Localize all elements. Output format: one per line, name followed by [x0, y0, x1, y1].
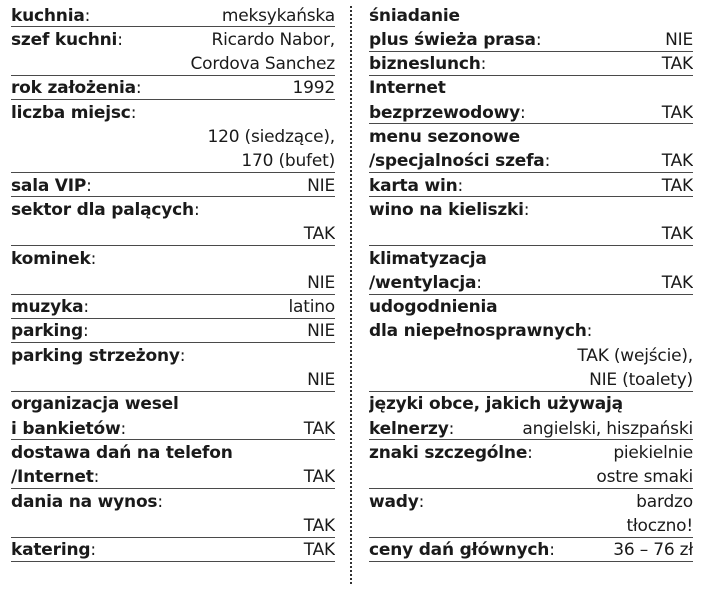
entry-line: [11, 52, 335, 76]
entry-line: [11, 4, 335, 28]
left-entry: [11, 344, 335, 392]
field-value: angielski, hiszpański: [522, 418, 693, 439]
left-entry: [11, 441, 335, 489]
entry-line: [369, 52, 693, 76]
field-value: ostre smaki: [596, 467, 693, 488]
entry-line: [11, 368, 335, 392]
field-value: TAK (wejście),: [577, 345, 693, 366]
left-entry: [11, 295, 335, 319]
right-entry: [369, 125, 693, 173]
field-label: szef kuchni:: [11, 29, 123, 50]
entry-line: [11, 125, 335, 149]
field-label: parking strzeżony:: [11, 345, 186, 366]
field-label: udogodnienia: [369, 297, 498, 318]
left-entry: [11, 28, 335, 76]
field-value: NIE: [307, 175, 335, 196]
entry-line: [11, 514, 335, 538]
field-value: TAK: [661, 151, 693, 172]
label-colon: :: [86, 175, 92, 196]
field-label: bizneslunch:: [369, 54, 487, 75]
label-colon: :: [157, 491, 163, 512]
label-colon: :: [527, 442, 533, 463]
label-colon: :: [549, 540, 555, 561]
field-value: NIE: [307, 369, 335, 390]
field-value: latino: [288, 297, 335, 318]
field-label: /wentylacja:: [369, 272, 482, 293]
label-colon: :: [544, 151, 551, 172]
field-label: znaki szczególne:: [369, 442, 533, 463]
entry-line: [11, 28, 335, 52]
entry-line: [369, 295, 693, 319]
field-label: dostawa dań na telefon: [11, 442, 233, 463]
field-value: TAK: [303, 515, 335, 536]
field-label: kominek:: [11, 248, 97, 269]
field-value: TAK: [303, 540, 335, 561]
entry-line: [369, 465, 693, 489]
left-entry: [11, 101, 335, 173]
right-entry: [369, 392, 693, 440]
right-entry: [369, 198, 693, 246]
entry-line: [369, 271, 693, 295]
entry-line: [369, 344, 693, 368]
label-colon: :: [90, 248, 97, 269]
left-entry: [11, 392, 335, 440]
right-entry: [369, 490, 693, 538]
field-label: dania na wynos:: [11, 491, 163, 512]
field-label: Internet: [369, 78, 446, 99]
field-label: liczba miejsc:: [11, 102, 137, 123]
right-entry: [369, 441, 693, 489]
left-entry: [11, 198, 335, 246]
entry-line: [11, 490, 335, 514]
field-value: 120 (siedzące),: [207, 126, 335, 147]
right-entry: [369, 4, 693, 52]
entry-line: [11, 417, 335, 441]
field-value: TAK: [303, 467, 335, 488]
field-label: sala VIP:: [11, 175, 92, 196]
label-colon: :: [193, 199, 200, 220]
field-label: /specjalności szefa:: [369, 151, 551, 172]
left-entry: [11, 319, 335, 343]
column-divider: [350, 6, 352, 584]
left-entry: [11, 4, 335, 28]
right-entry: [369, 538, 693, 562]
field-value: bardzo: [636, 491, 693, 512]
label-colon: :: [130, 102, 137, 123]
entry-line: [369, 441, 693, 465]
field-label: organizacja wesel: [11, 394, 179, 415]
left-entry: [11, 490, 335, 538]
right-entry: [369, 52, 693, 76]
field-label: sektor dla palących:: [11, 199, 200, 220]
label-colon: :: [448, 418, 455, 439]
field-label: i bankietów:: [11, 418, 126, 439]
entry-line: [369, 392, 693, 416]
entry-line: [11, 295, 335, 319]
label-colon: :: [93, 467, 100, 488]
entry-line: [369, 198, 693, 222]
label-colon: :: [586, 321, 593, 342]
label-colon: :: [476, 272, 482, 293]
entry-line: [11, 344, 335, 368]
field-label: plus świeża prasa:: [369, 29, 542, 50]
field-value: TAK: [661, 224, 693, 245]
field-label: wino na kieliszki:: [369, 199, 530, 220]
label-colon: :: [418, 491, 425, 512]
entry-line: [369, 368, 693, 392]
right-entry: [369, 174, 693, 198]
entry-line: [11, 441, 335, 465]
label-colon: :: [179, 345, 186, 366]
label-colon: :: [83, 321, 89, 342]
field-value: meksykańska: [221, 5, 335, 26]
label-colon: :: [90, 540, 96, 561]
field-value: 1992: [292, 78, 335, 99]
field-value: TAK: [661, 175, 693, 196]
entry-line: [11, 247, 335, 271]
field-value: piekielnie: [613, 442, 693, 463]
entry-line: [11, 538, 335, 562]
field-value: NIE (toalety): [589, 369, 693, 390]
field-label: klimatyzacja: [369, 248, 487, 269]
left-entry: [11, 247, 335, 295]
entry-line: [11, 392, 335, 416]
field-value: TAK: [661, 54, 693, 75]
entry-line: [11, 76, 335, 100]
field-value: 36 – 76 zł: [613, 540, 693, 561]
label-colon: :: [135, 78, 142, 99]
field-label: języki obce, jakich używają: [369, 394, 623, 415]
label-colon: :: [457, 175, 464, 196]
entry-line: [11, 101, 335, 125]
entry-line: [369, 222, 693, 246]
label-colon: :: [480, 54, 487, 75]
field-label: bezprzewodowy:: [369, 102, 526, 123]
field-label: /Internet:: [11, 467, 100, 488]
field-value: Cordova Sanchez: [190, 54, 335, 75]
label-colon: :: [84, 5, 91, 26]
field-value: TAK: [303, 418, 335, 439]
entry-line: [11, 222, 335, 246]
entry-line: [11, 319, 335, 343]
entry-line: [11, 174, 335, 198]
entry-line: [369, 514, 693, 538]
field-value: TAK: [661, 102, 693, 123]
field-value: TAK: [661, 272, 693, 293]
field-label: karta win:: [369, 175, 464, 196]
field-value: NIE: [307, 321, 335, 342]
entry-line: [369, 490, 693, 514]
label-colon: :: [120, 418, 126, 439]
label-colon: :: [83, 297, 89, 318]
field-label: muzyka:: [11, 297, 89, 318]
field-label: kelnerzy:: [369, 418, 455, 439]
field-label: dla niepełnosprawnych:: [369, 321, 593, 342]
field-label: menu sezonowe: [369, 127, 521, 147]
field-label: katering:: [11, 540, 96, 561]
field-value: 170 (bufet): [241, 151, 335, 172]
left-entry: [11, 174, 335, 198]
field-label: parking:: [11, 321, 89, 342]
field-value: Ricardo Nabor,: [211, 29, 335, 50]
field-value: tłoczno!: [626, 515, 693, 536]
right-entry: [369, 295, 693, 392]
field-label: ceny dań głównych:: [369, 540, 555, 561]
left-entry: [11, 76, 335, 100]
field-label: kuchnia:: [11, 5, 91, 26]
entry-line: [369, 76, 693, 100]
label-colon: :: [523, 199, 530, 220]
right-entry: [369, 247, 693, 295]
entry-line: [11, 198, 335, 222]
entry-line: [369, 538, 693, 562]
entry-line: [369, 4, 693, 28]
label-colon: :: [117, 29, 123, 50]
entry-line: [369, 247, 693, 271]
field-label: rok założenia:: [11, 78, 142, 99]
field-value: NIE: [665, 29, 693, 50]
label-colon: :: [535, 29, 542, 50]
entry-line: [11, 271, 335, 295]
entry-line: [369, 28, 693, 52]
entry-line: [369, 417, 693, 441]
left-entry: [11, 538, 335, 562]
field-value: TAK: [303, 224, 335, 245]
field-label: wady:: [369, 491, 425, 512]
entry-line: [11, 149, 335, 173]
entry-line: [369, 174, 693, 198]
entry-line: [369, 125, 693, 149]
field-value: NIE: [307, 272, 335, 293]
field-label: śniadanie: [369, 5, 460, 26]
right-entry: [369, 76, 693, 124]
entry-line: [369, 319, 693, 343]
label-colon: :: [520, 102, 526, 123]
entry-line: [11, 465, 335, 489]
entry-line: [369, 149, 693, 173]
entry-line: [369, 101, 693, 125]
